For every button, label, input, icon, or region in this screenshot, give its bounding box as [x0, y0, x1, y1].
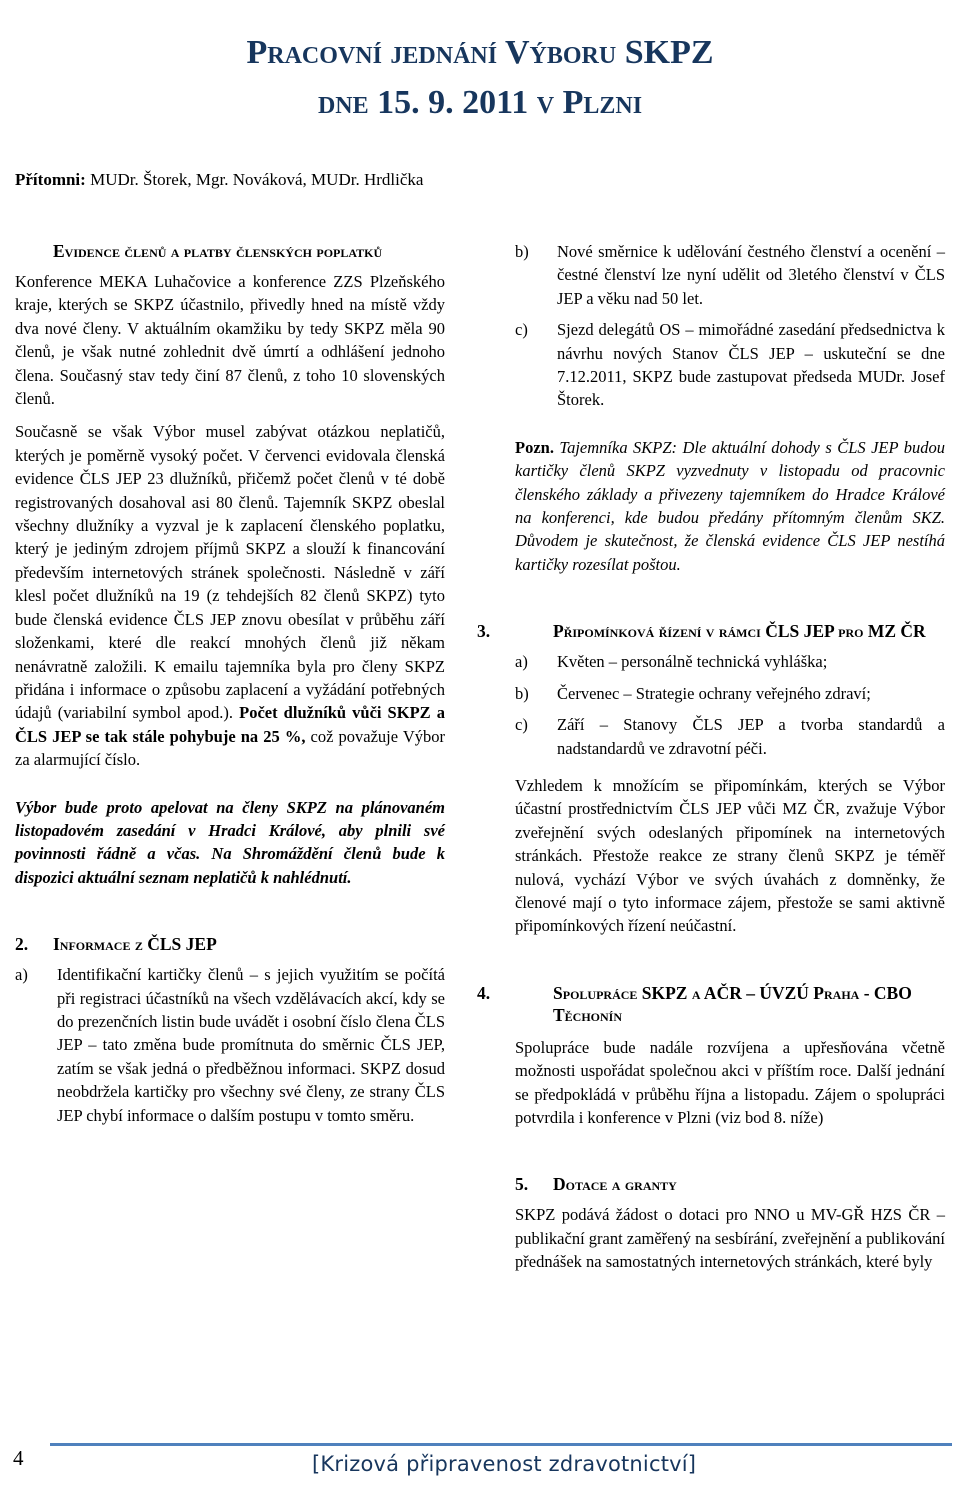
section-5-paragraph: SKPZ podává žádost o dotaci pro NNO u MV-GŘ HZS ČR – publikační grant zaměřený na sesbírání, zveřejnění a publikování přednášek na samostatných internetových stránkách, které byly — [515, 1205, 945, 1272]
section-1-paragraph-2-bold: Počet dlužníků vůči SKPZ a ČLS JEP se tak stále pohybuje na 25 %, — [15, 703, 445, 746]
section-3-paragraph: Vzhledem k množícím se připomínkám, kterých se Výbor účastní prostřednictvím ČLS JEP vůči MZ ČR, zvažuje Výbor zveřejnění svých odeslaných připomínek na internetových stránkách. Přestože reakce ze strany členů SKPZ je téměř nulová, vychází Výbor ve svých úvahách z domněnky, že členové mají o tyto informace zájem, přestože se sami aktivně připomínkových řízení neúčastní. — [515, 775, 945, 936]
list-item — [515, 650, 945, 673]
list-item-label: b) — [515, 683, 529, 703]
section-2-heading — [15, 933, 445, 955]
list-item — [515, 240, 945, 310]
list-item-label: a) — [515, 652, 528, 672]
list-item-text: Identifikační kartičky členů – s jejich využitím se počítá při registraci účastníků na všech vzdělávacích akcí, kdy se do prezenčních listin bude uvádět i osobní číslo člena ČLS JEP – tato změna bude promítnuta do směrnic ČLS JEP, zatím se však jedná o předběžnou informaci. SKPZ dosud neobdržela kartičky pro všechny své členy, ze strany ČLS JEP chybí informace o dalším postupu v tomto směru. — [57, 965, 445, 1125]
attendees — [15, 170, 423, 190]
section-5-title: Dotace a granty — [553, 1174, 677, 1195]
section-1-appeal: Výbor bude proto apelovat na členy SKPZ na plánovaném listopadovém zasedání v Hradci Králové, aby plnili své povinnosti řádně a včas. Na Shromáždění členů bude k dispozici aktuální seznam neplatičů k nahlédnutí. — [15, 797, 445, 887]
list-item — [515, 318, 945, 412]
section-1-heading — [15, 240, 445, 262]
section-4-number: 4. — [477, 982, 491, 1003]
section-2-number: 2. — [15, 934, 29, 955]
section-3-number: 3. — [477, 621, 491, 642]
page-number: 4 — [13, 1446, 24, 1470]
list-item — [515, 682, 945, 705]
section-1-paragraph-1: Konference MEKA Luhačovice a konference ZZS Plzeňského kraje, kterých se SKPZ účastnilo, přivedly hned na místě vždy dva nové členy. V aktuálním okamžiku by tedy SKPZ měla 90 členů, je však nutné zohlednit dvě úmrtí a odhlášení jednoho člena. Současný stav tedy činí 87 členů, z toho 10 slovenských členů. — [15, 272, 445, 409]
page-title — [0, 28, 960, 128]
list-item — [15, 963, 445, 1127]
list-item — [515, 713, 945, 760]
section-4-heading — [477, 982, 945, 1026]
attendees-names: MUDr. Štorek, Mgr. Nováková, MUDr. Hrdlička — [85, 170, 424, 189]
right-column — [477, 240, 945, 1274]
section-4-paragraph: Spolupráce bude nadále rozvíjena a upřesňována včetně možnosti uspořádat společnou akci v příštím roce. Další jednání se předpokládá v průběhu října a listopadu. Zájem o spolupráci potvrdila i konference v Plzni (viz bod 8. níže) — [515, 1037, 945, 1127]
footer-text: [Krizová připravenost zdravotnictví] — [312, 1452, 697, 1476]
section-3-heading — [477, 620, 945, 642]
list-item-label: b) — [515, 242, 529, 261]
list-item-label: c) — [515, 715, 528, 735]
note-label: Pozn. — [515, 437, 554, 457]
section-1-title: Evidence členů a platby členských poplatků — [53, 241, 383, 261]
section-2-title: Informace z ČLS JEP — [53, 934, 217, 955]
section-1-paragraph-2c: což považuje Výbor za alarmující číslo. — [15, 726, 445, 770]
title-line-2: dne 15. 9. 2011 v Plzni — [317, 84, 643, 121]
list-item-text: Září – Stanovy ČLS JEP a tvorba standardů a nadstandardů ve zdravotní péči. — [557, 715, 945, 758]
section-3-title: Připomínková řízení v rámci ČLS JEP pro MZ ČR — [553, 621, 926, 642]
section-1-paragraph-2a: Současně se však Výbor musel zabývat otázkou neplatičů, kterých je poměrně vysoký počet. V červenci evidovala členská evidence ČLS JEP 23 dlužníků, přičemž počet členů v té době registrovaných dosahoval asi 80 členů. Tajemník SKPZ obeslal všechny dlužníky a vyzval je k zaplacení členského poplatku, který je jediným zdrojem příjmů SKPZ a slouží k financování především internetových stránek společnosti. Následně v září klesl počet dlužníků na 19 (z tehdejších 82 členů SKPZ) tyto bude členská evidence ČLS JEP znovu obesílat v průběhu září složenkami, které dle reakcí mnohých členů již někam nenávratně založili. K emailu tajemníka byla pro členy SKPZ přidána i informace o způsobu zaplacení a vyžádání potřebných údajů (variabilní symbol apod.). — [15, 422, 445, 723]
list-item-text: Nové směrnice k udělování čestného členství a ocenění – čestné členství lze nyní udělit od 3letého členství v ČLS JEP a věku nad 50 let. — [557, 242, 945, 308]
note-text: Tajemníka SKPZ: Dle aktuální dohody s ČLS JEP budou kartičky členů SKPZ vyzvednuty v listopadu od pracovnic členského základy a přivezeny tajemníkem do Hradce Králové na konferenci, kde budou předány přítomným členům SKZ. Důvodem je skutečnost, že členská evidence ČLS JEP nestíhá kartičky rozesílat poštou. — [515, 437, 945, 574]
section-1-number — [15, 240, 53, 262]
list-item-label: c) — [515, 320, 528, 340]
note-paragraph — [515, 436, 945, 576]
list-item-text: Červenec – Strategie ochrany veřejného zdraví; — [557, 683, 871, 703]
attendees-label: Přítomni: — [15, 170, 86, 189]
title-line-1: Pracovní jednání Výboru SKPZ — [246, 34, 714, 71]
left-column — [15, 240, 445, 1127]
section-5-number: 5. — [515, 1174, 529, 1195]
section-4-title: Spolupráce SKPZ a AČR – ÚVZÚ Praha - CBO Těchonín — [553, 982, 912, 1025]
list-item-text: Květen – personálně technická vyhláška; — [557, 652, 828, 672]
section-1-paragraph-2 — [15, 420, 445, 771]
footer-rule — [50, 1443, 952, 1446]
list-item-text: Sjezd delegátů OS – mimořádné zasedání předsednictva k návrhu nových Stanov ČLS JEP – uskuteční se dne 7.12.2011, SKPZ bude zastupovat předseda MUDr. Josef Štorek. — [557, 320, 945, 410]
list-item-label: a) — [15, 965, 28, 985]
section-5-heading — [515, 1173, 945, 1195]
